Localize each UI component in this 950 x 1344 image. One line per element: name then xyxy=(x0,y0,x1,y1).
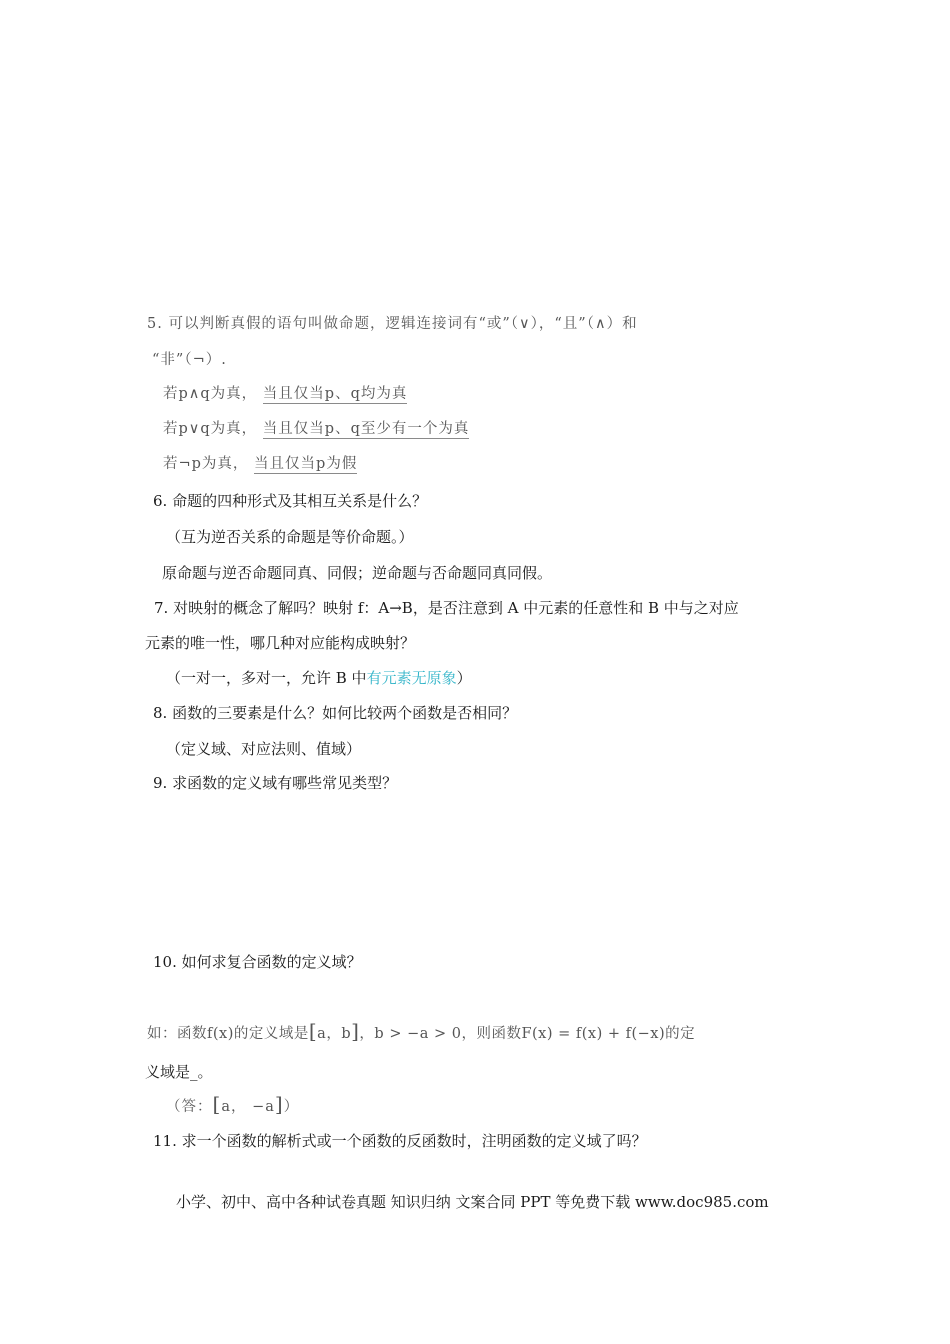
q5-not-rule-text: 当且仅当p为假 xyxy=(254,456,358,472)
q10-question: 10. 如何求复合函数的定义域？ xyxy=(153,953,362,971)
q5-line-2: “非”（¬）. xyxy=(152,352,227,368)
q11-question: 11. 求一个函数的解析式或一个函数的反函数时，注明函数的定义域了吗？ xyxy=(153,1132,647,1150)
q5-or-rule-text: 当且仅当p、q至少有一个为真 xyxy=(262,421,470,437)
q5-not-rule xyxy=(163,454,357,474)
q10-example-b: ，b > −a > 0，则函数F(x) = f(x) + f(−x)的定 xyxy=(359,1026,696,1042)
right-bracket-icon: ] xyxy=(274,1092,284,1116)
q6-answer-2: 原命题与逆否命题同真、同假；逆命题与否命题同真同假。 xyxy=(162,564,553,582)
q10-answer-suffix: ） xyxy=(283,1099,300,1115)
q6-answer-1: （互为逆否关系的命题是等价命题。） xyxy=(166,528,414,546)
q5-or-rule xyxy=(163,419,469,439)
q5-line-1: 5. 可以判断真假的语句叫做命题，逻辑连接词有“或”（∨），“且”（∧）和 xyxy=(147,316,638,332)
q7-answer xyxy=(166,668,472,688)
q7-answer-prefix: （一对一，多对一，允许 B 中 xyxy=(166,669,367,687)
q10-line-2: 义域是_。 xyxy=(145,1063,213,1081)
q5-and-prefix: 若p∧q为真， xyxy=(163,386,258,402)
q5-and-rule xyxy=(163,384,407,404)
q7-line-2: 元素的唯一性，哪几种对应能构成映射？ xyxy=(145,634,416,652)
q10-answer xyxy=(166,1094,299,1117)
q5-not-prefix: 若¬p为真， xyxy=(163,456,249,472)
left-bracket-icon: [ xyxy=(308,1019,318,1043)
q7-answer-suffix: ） xyxy=(456,669,472,687)
q6-question: 6. 命题的四种形式及其相互关系是什么？ xyxy=(153,492,428,510)
q5-and-rule-text: 当且仅当p、q均为真 xyxy=(262,386,408,402)
q10-example-interval: a，b xyxy=(317,1026,352,1042)
left-bracket-icon: [ xyxy=(212,1092,222,1116)
q7-line-1: 7. 对映射的概念了解吗？映射 f：A→B，是否注意到 A 中元素的任意性和 B 中与之对应 xyxy=(154,599,739,617)
q8-question: 8. 函数的三要素是什么？如何比较两个函数是否相同？ xyxy=(153,704,518,722)
q9-question: 9. 求函数的定义域有哪些常见类型？ xyxy=(153,774,398,792)
right-bracket-icon: ] xyxy=(351,1019,360,1043)
q5-or-prefix: 若p∨q为真， xyxy=(163,421,258,437)
q7-answer-highlight: 有元素无原象 xyxy=(366,669,457,687)
q10-answer-prefix: （答： xyxy=(166,1099,213,1115)
q10-example xyxy=(147,1021,695,1044)
footer-text: 小学、初中、高中各种试卷真题 知识归纳 文案合同 PPT 等免费下载 www.doc985.com xyxy=(176,1193,769,1211)
q8-answer: （定义域、对应法则、值域） xyxy=(166,740,362,758)
q10-example-a: 如：函数f(x)的定义域是 xyxy=(147,1026,309,1042)
q10-answer-interval: a， −a xyxy=(221,1099,275,1115)
